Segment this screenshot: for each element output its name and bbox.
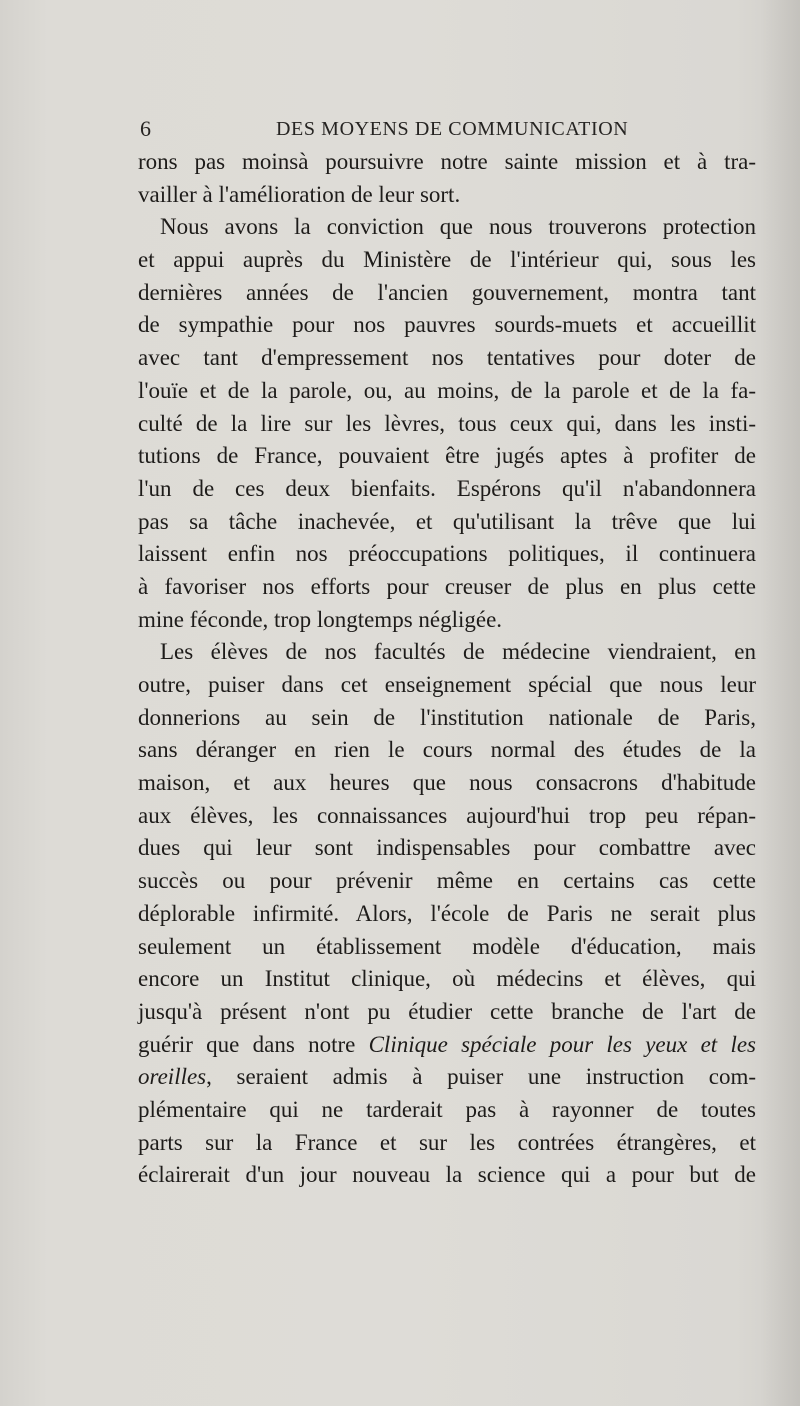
text-line: avec tant d'empressement nos tentatives pour doter de: [138, 345, 756, 371]
text-line: à favoriser nos efforts pour creuser de plus en plus cette: [138, 573, 756, 599]
text-line: éclairerait d'un jour nouveau la science qui a pour but de: [138, 1162, 756, 1188]
running-title: DES MOYENS DE COMMUNICATION: [276, 118, 629, 140]
page-header: [140, 114, 760, 144]
text-line: seulement un établissement modèle d'éducation, mais: [138, 933, 756, 959]
text-line: encore un Institut clinique, où médecins et élèves, qui: [138, 966, 756, 992]
text-line: sans déranger en rien le cours normal des études de la: [138, 737, 756, 763]
page-number: 6: [140, 116, 151, 141]
text-line: donnerions au sein de l'institution nationale de Paris,: [138, 704, 756, 730]
text-line: jusqu'à présent n'ont pu étudier cette branche de l'art de: [138, 998, 756, 1024]
body-text: [138, 146, 756, 1192]
text-line: de sympathie pour nos pauvres sourds-muets et accueillit: [138, 312, 756, 338]
text-line: Les élèves de nos facultés de médecine viendraient, en: [160, 639, 756, 665]
text-line: maison, et aux heures que nous consacrons d'habitude: [138, 770, 756, 796]
text-line: dues qui leur sont indispensables pour combattre avec: [138, 835, 756, 861]
text-line: parts sur la France et sur les contrées étrangères, et: [138, 1129, 756, 1155]
text-line: Nous avons la conviction que nous trouverons protection: [160, 214, 756, 240]
text-run: , seraient admis à puiser une instruction com-: [206, 1064, 756, 1090]
text-line: outre, puiser dans cet enseignement spécial que nous leur: [138, 672, 756, 697]
text-line: pas sa tâche inachevée, et qu'utilisant la trêve que lui: [138, 508, 756, 534]
text-line: l'ouïe et de la parole, ou, au moins, de la parole et de la fa-: [138, 377, 756, 403]
text-line: aux élèves, les connaissances aujourd'hui trop peu répan-: [138, 802, 756, 828]
text-run: guérir que dans notre: [138, 1031, 356, 1057]
text-line: plémentaire qui ne tarderait pas à rayonner de toutes: [138, 1096, 756, 1122]
text-line: vailler à l'amélioration de leur sort.: [138, 181, 461, 207]
italic-title: Clinique spéciale pour les yeux et les: [368, 1031, 756, 1057]
text-line: culté de la lire sur les lèvres, tous ceux qui, dans les insti-: [138, 410, 756, 436]
text-line: mine féconde, trop longtemps négligée.: [138, 606, 503, 632]
text-line: laissent enfin nos préoccupations politiques, il continuera: [138, 541, 756, 567]
text-line: et appui auprès du Ministère de l'intérieur qui, sous les: [138, 247, 756, 273]
page-edge-shadow: [760, 0, 800, 1406]
text-line-with-italic: [138, 1029, 756, 1062]
text-line: l'un de ces deux bienfaits. Espérons qu'il n'abandonnera: [138, 475, 756, 501]
text-line: tutions de France, pouvaient être jugés aptes à profiter de: [138, 443, 756, 469]
text-line: rons pas moinsà poursuivre notre sainte mission et à tra-: [138, 149, 756, 174]
italic-title-continued: oreilles: [138, 1064, 207, 1090]
text-line: dernières années de l'ancien gouvernement, montra tant: [138, 279, 756, 305]
text-line: déplorable infirmité. Alors, l'école de Paris ne serait plus: [138, 900, 756, 926]
text-line-with-italic: [138, 1061, 756, 1094]
text-line: succès ou pour prévenir même en certains cas cette: [138, 868, 756, 894]
